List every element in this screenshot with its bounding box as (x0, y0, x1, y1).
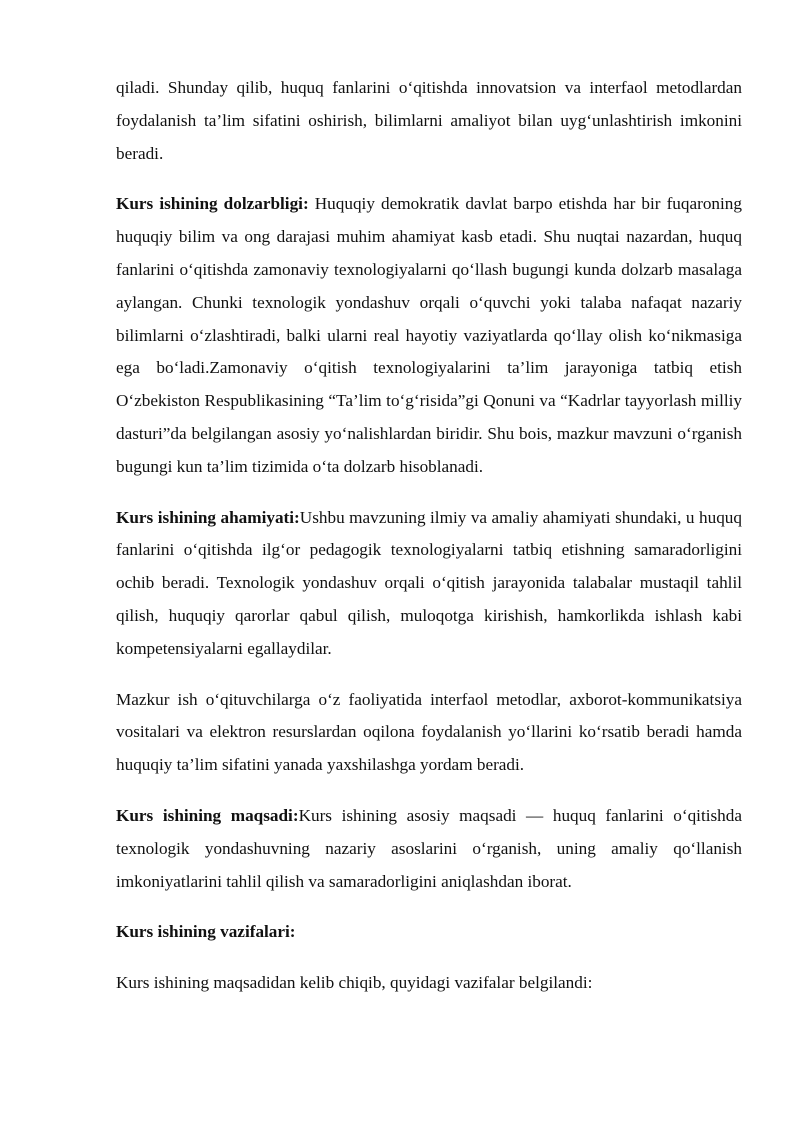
paragraph-relevance (116, 188, 742, 483)
paragraph-goal (116, 800, 742, 898)
section-heading-relevance: Kurs ishining dolzarbligi: (116, 194, 309, 214)
paragraph-tasks-heading (116, 916, 742, 949)
paragraph-text: Kurs ishining maqsadidan kelib chiqib, quyidagi vazifalar belgilandi: (116, 973, 593, 993)
paragraph-text: Ushbu mavzuning ilmiy va amaliy ahamiyati shundaki, u huquq fanlarini o‘qitishda ilg‘or pedagogik texnologiyalarni tatbiq etishning samaradorligini ochib beradi. Texnologik yondashuv orqali o‘qitish jarayonida talabalar mustaqil tahlil qilish, huquqiy qarorlar qabul qilish, muloqotga kirishish, hamkorlikda ishlash kabi kompetensiyalarni egallaydilar. (116, 507, 742, 658)
section-heading-importance: Kurs ishining ahamiyati: (116, 507, 300, 527)
paragraph-tasks-intro (116, 967, 742, 1000)
paragraph-conclusion (116, 72, 742, 170)
paragraph-text: Mazkur ish o‘qituvchilarga o‘z faoliyatida interfaol metodlar, axborot-kommunikatsiya vositalari va elektron resurslardan oqilona foydalanish yo‘llarini ko‘rsatib beradi hamda huquqiy ta’lim sifatini yanada yaxshilashga yordam beradi. (116, 689, 742, 775)
section-heading-goal: Kurs ishining maqsadi: (116, 805, 299, 825)
section-heading-tasks: Kurs ishining vazifalari: (116, 922, 296, 942)
paragraph-importance-continued (116, 684, 742, 782)
paragraph-text: qiladi. Shunday qilib, huquq fanlarini o‘qitishda innovatsion va interfaol metodlardan foydalanish ta’lim sifatini oshirish, bilimlarni amaliyot bilan uyg‘unlashtirish imkonini beradi. (116, 78, 742, 163)
document-page (116, 72, 742, 1018)
paragraph-text: Kurs ishining asosiy maqsadi — huquq fanlarini o‘qitishda texnologik yondashuvning nazariy asoslarini o‘rganish, uning amaliy qo‘llanish imkoniyatlarini tahlil qilish va samaradorligini aniqlashdan iborat. (116, 805, 742, 891)
paragraph-text: Huquqiy demokratik davlat barpo etishda har bir fuqaroning huquqiy bilim va ong darajasi muhim ahamiyat kasb etadi. Shu nuqtai nazardan, huquq fanlarini o‘qitishda zamonaviy texnologiyalarni qo‘llash bugungi kunda dolzarb masalaga aylangan. Chunki texnologik yondashuv orqali o‘quvchi yoki talaba nafaqat nazariy bilimlarni o‘zlashtiradi, balki ularni real hayotiy vaziyatlarda qo‘llay olish ko‘nikmasiga ega bo‘ladi.Zamonaviy o‘qitish texnologiyalarini ta’lim jarayoniga tatbiq etish O‘zbekiston Respublikasining “Ta’lim to‘g‘risida”gi Qonuni va “Kadrlar tayyorlash milliy dasturi”da belgilangan asosiy yo‘nalishlardan biridir. Shu bois, mazkur mavzuni o‘rganish bugungi kun ta’lim tizimida o‘ta dolzarb hisoblanadi. (116, 194, 742, 476)
paragraph-importance (116, 502, 742, 666)
